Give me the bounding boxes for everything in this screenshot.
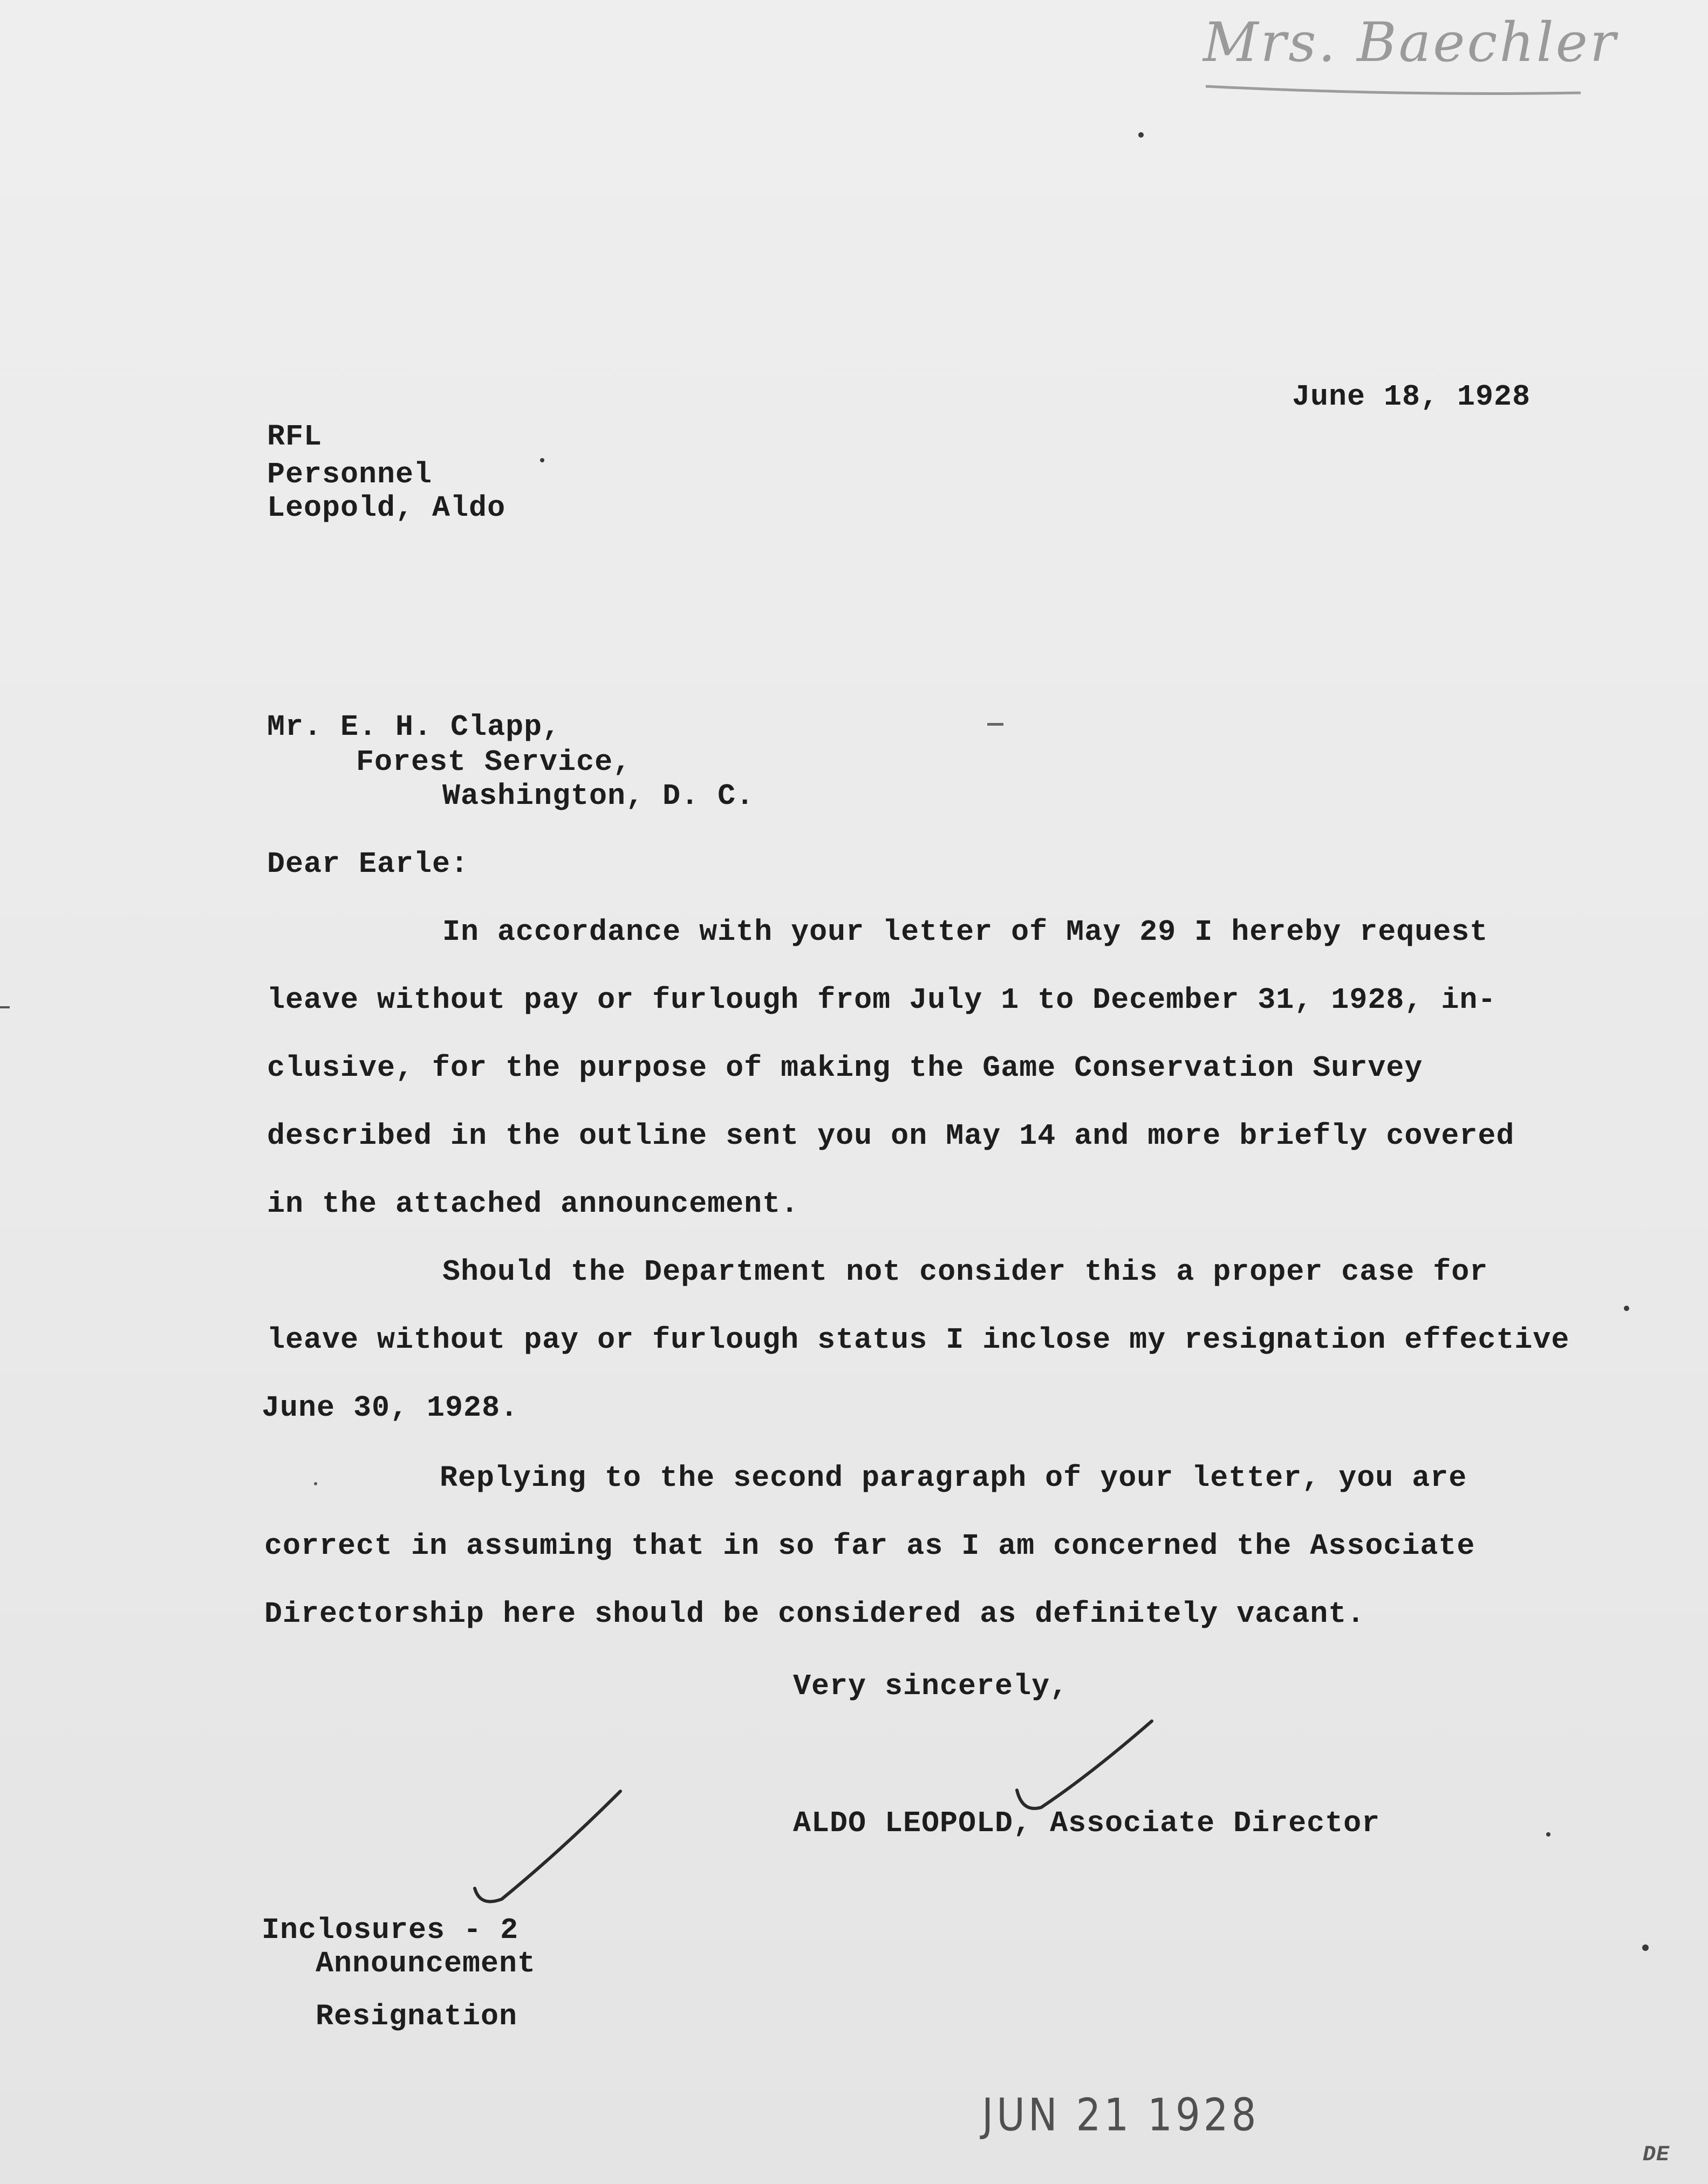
body-line: in the attached announcement. bbox=[267, 1187, 800, 1221]
speck bbox=[1138, 132, 1144, 138]
speck bbox=[540, 458, 544, 462]
body-line: clusive, for the purpose of making the Game Conservation Survey bbox=[267, 1051, 1423, 1085]
speck bbox=[1546, 1832, 1550, 1837]
closing: Very sincerely, bbox=[793, 1669, 1069, 1703]
enclosures-heading: Inclosures - 2 bbox=[262, 1913, 519, 1947]
body-line: Should the Department not consider this a proper case for bbox=[442, 1255, 1488, 1289]
annotation-underline bbox=[1206, 86, 1581, 94]
body-line: correct in assuming that in so far as I am concerned the Associate bbox=[264, 1529, 1475, 1563]
speck bbox=[1642, 1944, 1649, 1951]
handwritten-annotation: Mrs. Baechler bbox=[1203, 11, 1618, 74]
file-ref-line: Leopold, Aldo bbox=[267, 491, 506, 525]
recipient-line: Mr. E. H. Clapp, bbox=[267, 710, 561, 744]
signature-check-mark-icon bbox=[1017, 1721, 1152, 1808]
file-ref-line: Personnel bbox=[267, 458, 433, 492]
speck bbox=[314, 1482, 317, 1485]
body-line: Replying to the second paragraph of your letter, you are bbox=[440, 1461, 1467, 1495]
recipient-line: Forest Service, bbox=[356, 745, 632, 779]
enclosure-item: Announcement bbox=[316, 1947, 536, 1981]
body-line: June 30, 1928. bbox=[262, 1391, 519, 1425]
received-stamp: JUN 21 1928 bbox=[982, 2089, 1260, 2141]
body-line: leave without pay or furlough from July 1 to December 31, 1928, in- bbox=[267, 983, 1497, 1017]
body-line: described in the outline sent you on May 14 and more briefly covered bbox=[267, 1119, 1515, 1153]
salutation: Dear Earle: bbox=[267, 847, 469, 881]
speck bbox=[987, 723, 1003, 726]
body-line: Directorship here should be considered as definitely vacant. bbox=[264, 1597, 1365, 1631]
edge-mark bbox=[0, 1006, 10, 1008]
signature-line: ALDO LEOPOLD, Associate Director bbox=[793, 1806, 1381, 1840]
corner-mark: DE bbox=[1643, 2143, 1670, 2167]
enclosures-check-mark-icon bbox=[475, 1791, 620, 1902]
body-line: leave without pay or furlough status I inclose my resignation effective bbox=[267, 1323, 1570, 1357]
speck bbox=[1624, 1306, 1629, 1311]
recipient-line: Washington, D. C. bbox=[442, 779, 755, 813]
file-ref-line: RFL bbox=[267, 420, 323, 454]
body-line: In accordance with your letter of May 29 I hereby request bbox=[442, 915, 1488, 949]
letter-date: June 18, 1928 bbox=[1292, 380, 1531, 414]
enclosure-item: Resignation bbox=[316, 1999, 518, 2033]
